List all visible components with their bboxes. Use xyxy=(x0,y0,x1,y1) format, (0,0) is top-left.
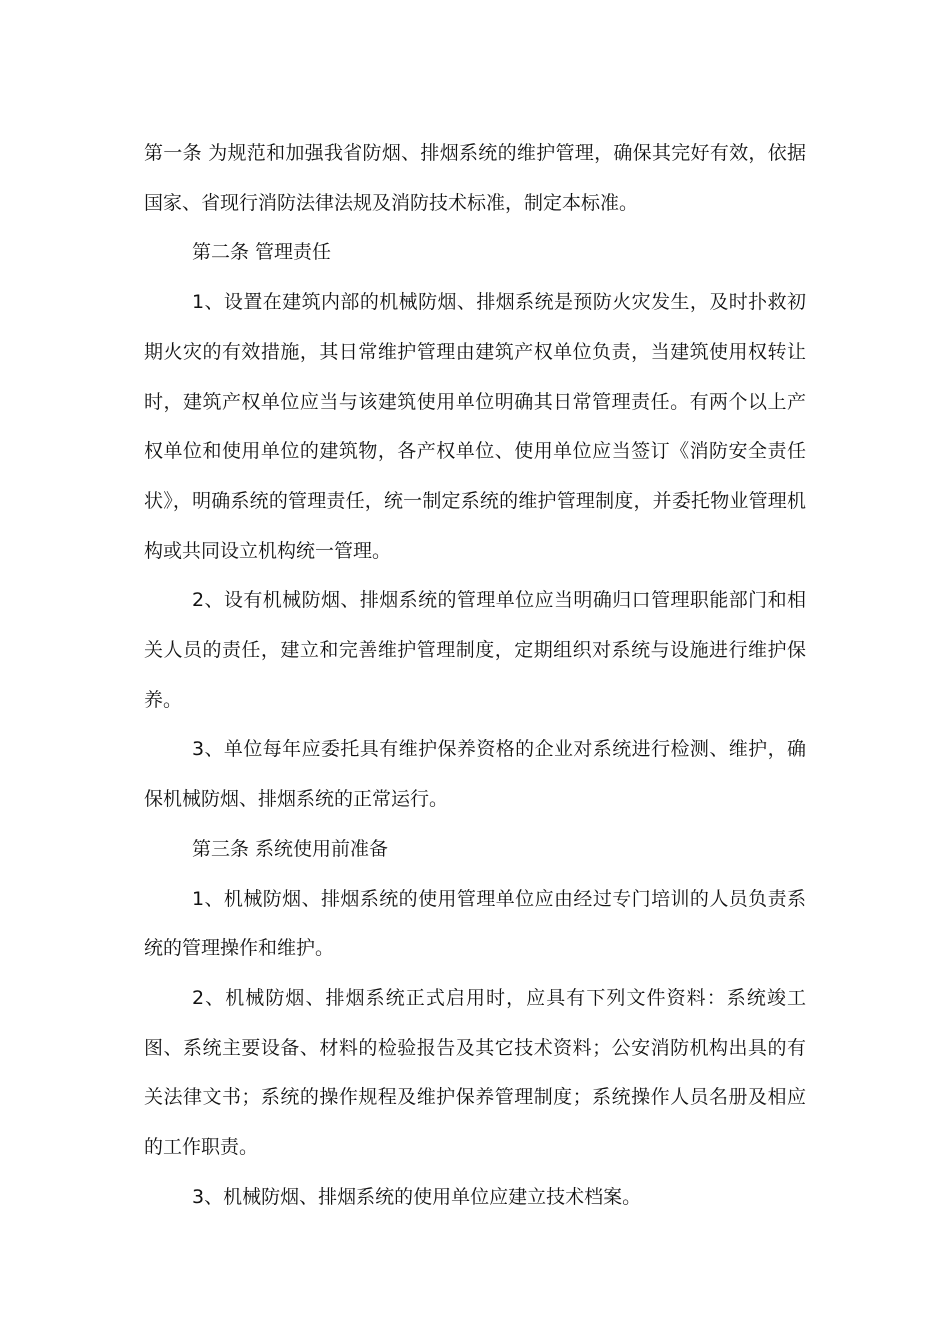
article-3-item-1: 1、机械防烟、排烟系统的使用管理单位应由经过专门培训的人员负责系统的管理操作和维护。 xyxy=(144,887,806,960)
article-2-heading: 第二条 管理责任 xyxy=(192,241,332,264)
article-2-item-1: 1、设置在建筑内部的机械防烟、排烟系统是预防火灾发生，及时扑救初期火灾的有效措施，其日常维护管理由建筑产权单位负责，当建筑使用权转让时，建筑产权单位应当与该建筑使用单位明确其日常管理责任。有两个以上产权单位和使用单位的建筑物，各产权单位、使用单位应当签订《消防安全责任状》，明确系统的管理责任，统一制定系统的维护管理制度，并委托物业管理机构或共同设立机构统一管理。 xyxy=(144,291,806,562)
article-3-item-2: 2、机械防烟、排烟系统正式启用时，应具有下列文件资料：系统竣工图、系统主要设备、材料的检验报告及其它技术资料；公安消防机构出具的有关法律文书；系统的操作规程及维护保养管理制度；系统操作人员名册及相应的工作职责。 xyxy=(144,986,806,1159)
article-3-item-3: 3、机械防烟、排烟系统的使用单位应建立技术档案。 xyxy=(192,1185,642,1208)
document-body xyxy=(144,129,806,1222)
article-2-item-2: 2、设有机械防烟、排烟系统的管理单位应当明确归口管理职能部门和相关人员的责任，建立和完善维护管理制度，定期组织对系统与设施进行维护保养。 xyxy=(144,589,806,711)
article-3-heading: 第三条 系统使用前准备 xyxy=(192,837,389,860)
article-1-paragraph: 第一条 为规范和加强我省防烟、排烟系统的维护管理，确保其完好有效，依据国家、省现行消防法律法规及消防技术标准，制定本标准。 xyxy=(144,142,806,214)
article-2-item-3: 3、单位每年应委托具有维护保养资格的企业对系统进行检测、维护，确保机械防烟、排烟系统的正常运行。 xyxy=(144,738,806,811)
